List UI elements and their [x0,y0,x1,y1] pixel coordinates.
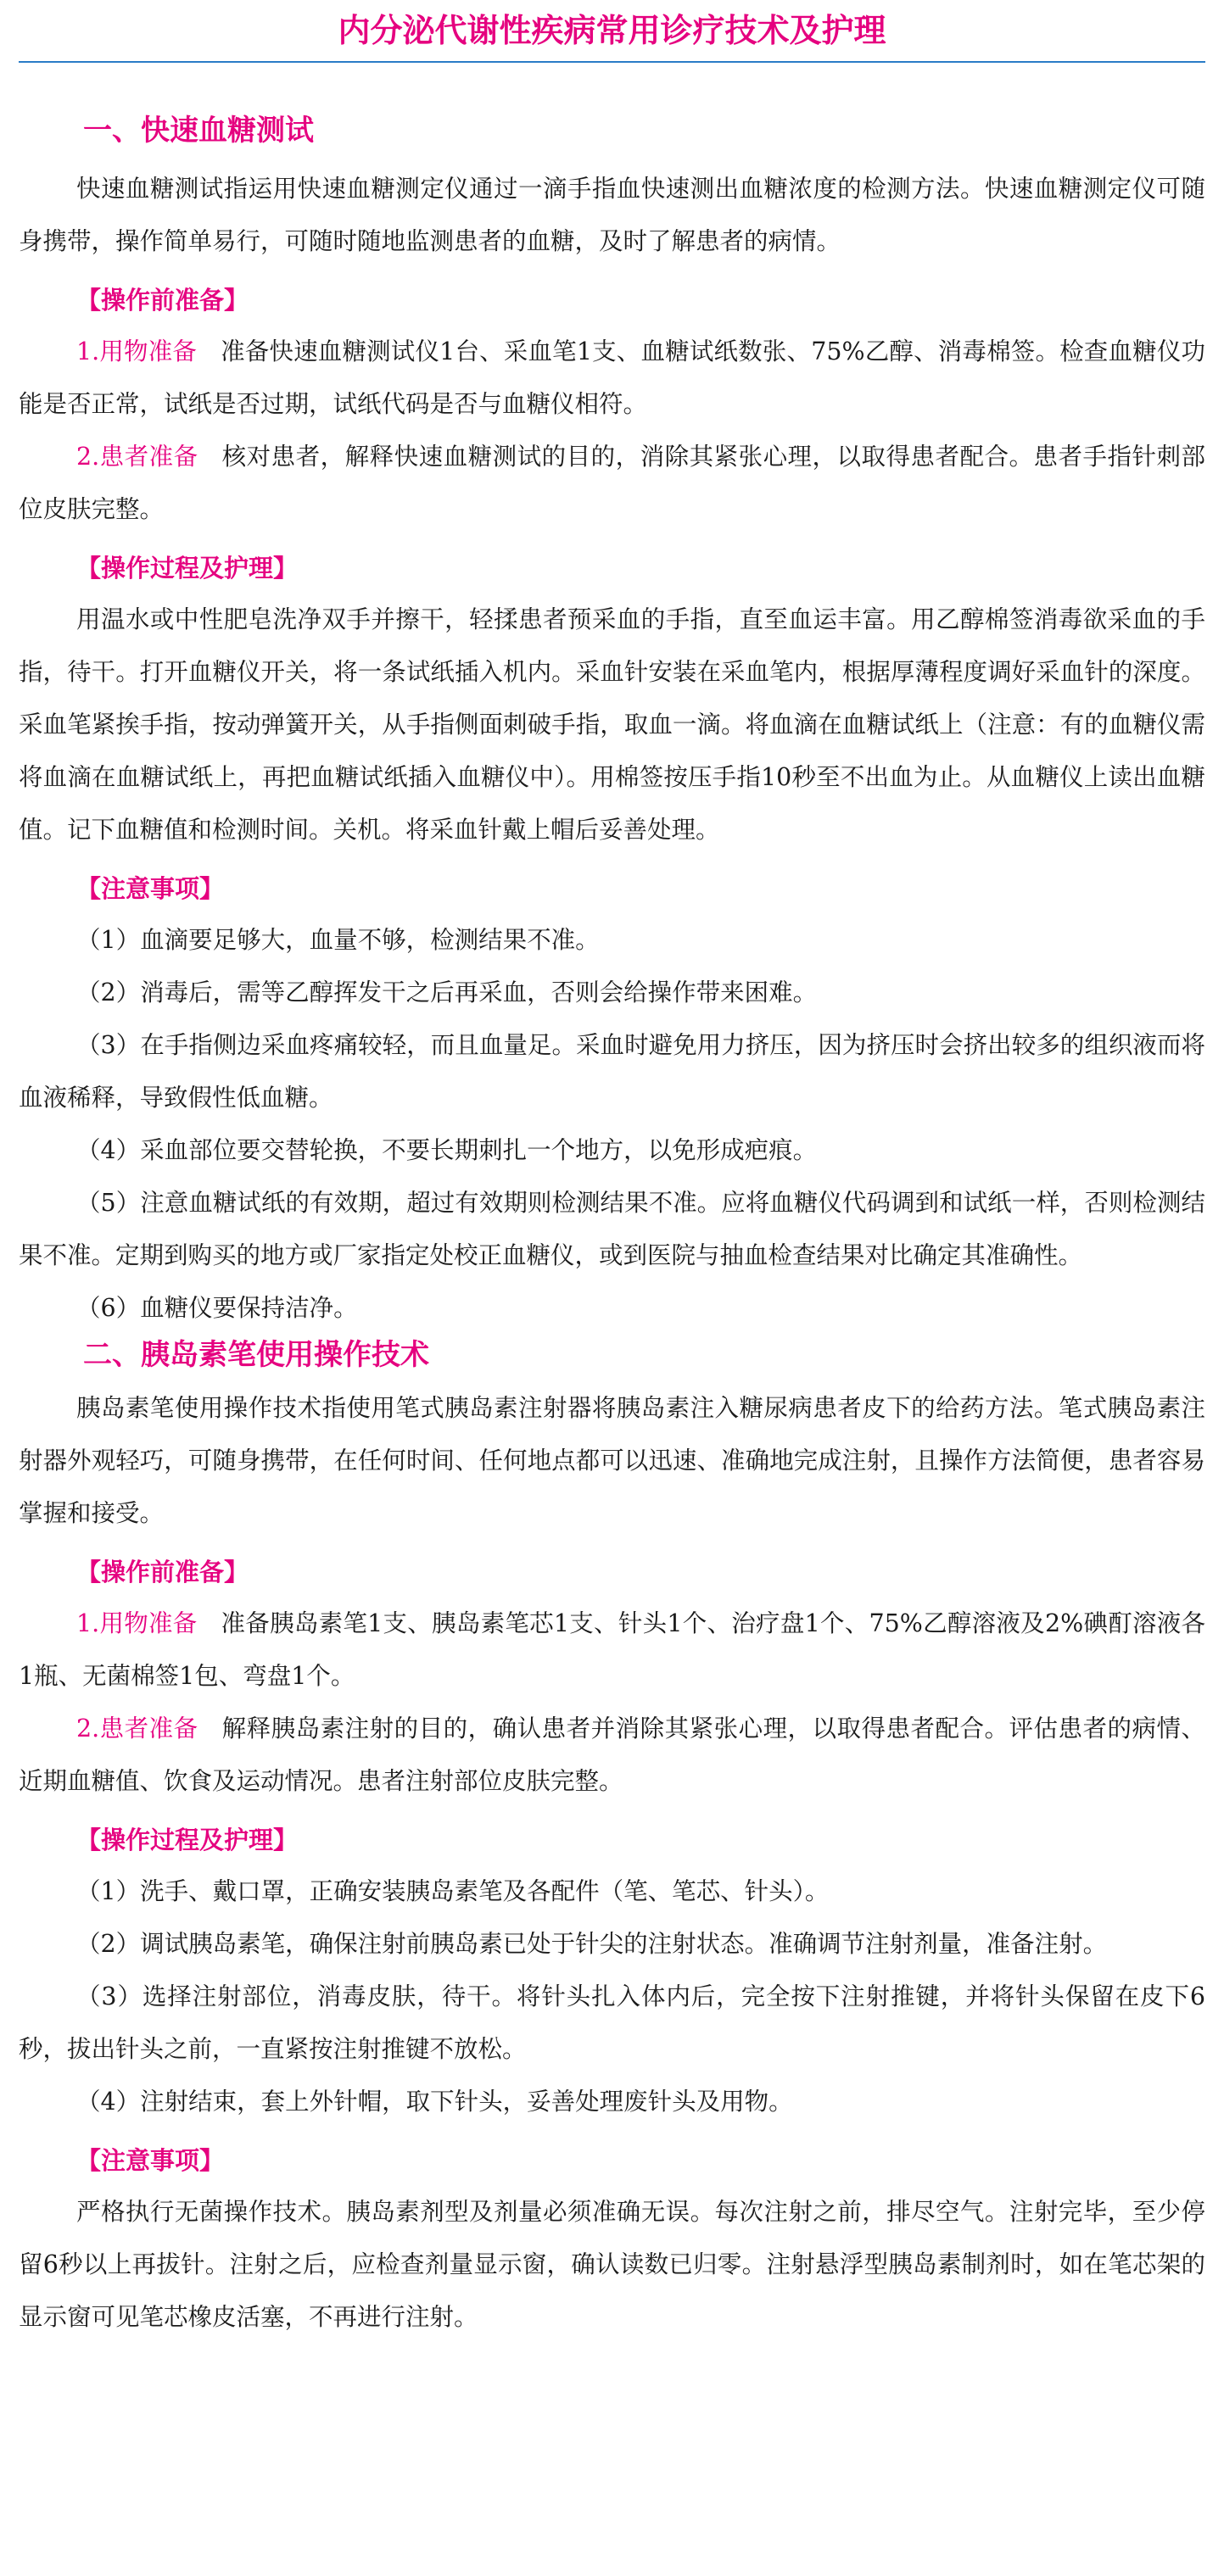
sub-heading-procedure: 【操作过程及护理】 [76,1826,299,1854]
prep-item-text: 解释胰岛素注射的目的，确认患者并消除其紧张心理，以取得患者配合。评估患者的病情、近期血糖值、饮食及运动情况。患者注射部位皮肤完整。 [19,1715,1205,1795]
procedure-step: （3）选择注射部位，消毒皮肤，待干。将针头扎入体内后，完全按下注射推键，并将针头保留在皮下6秒，拔出针头之前，一直紧按注射推键不放松。 [19,1982,1205,2063]
note-item: （6）血糖仪要保持洁净。 [76,1294,358,1322]
prep-item-label: 2.患者准备 [76,1715,198,1742]
prep-item-label: 1.用物准备 [76,337,198,365]
prep-item-label: 2.患者准备 [76,443,198,471]
section-intro: 胰岛素笔使用操作技术指使用笔式胰岛素注射器将胰岛素注入糖尿病患者皮下的给药方法。笔式胰岛素注射器外观轻巧，可随身携带，在任何时间、任何地点都可以迅速、准确地完成注射，且操作方法简便，患者容易掌握和接受。 [19,1394,1205,1527]
document-title: 内分泌代谢性疾病常用诊疗技术及护理 [19,0,1205,63]
note-item: （5）注意血糖试纸的有效期，超过有效期则检测结果不准。应将血糖仪代码调到和试纸一样，否则检测结果不准。定期到购买的地方或厂家指定处校正血糖仪，或到医院与抽血检查结果对比确定其准确性。 [19,1189,1205,1269]
prep-item-text: 准备快速血糖测试仪1台、采血笔1支、血糖试纸数张、75%乙醇、消毒棉签。检查血糖仪功能是否正常，试纸是否过期，试纸代码是否与血糖仪相符。 [19,337,1205,418]
note-item: （2）消毒后，需等乙醇挥发干之后再采血，否则会给操作带来困难。 [76,979,818,1006]
procedure-step: （1）洗手、戴口罩，正确安装胰岛素笔及各配件（笔、笔芯、针头）。 [76,1877,830,1905]
prep-item-text: 核对患者，解释快速血糖测试的目的，消除其紧张心理，以取得患者配合。患者手指针刺部位皮肤完整。 [19,443,1205,523]
section-heading-glucose-test: 一、快速血糖测试 [83,114,314,148]
procedure-step: （2）调试胰岛素笔，确保注射前胰岛素已处于针尖的注射状态。准确调节注射剂量，准备注射。 [76,1930,1108,1958]
section-heading-insulin-pen: 二、胰岛素笔使用操作技术 [83,1338,429,1372]
procedure-step: （4）注射结束，套上外针帽，取下针头，妥善处理废针头及用物。 [76,2088,793,2116]
notes-paragraph: 严格执行无菌操作技术。胰岛素剂型及剂量必须准确无误。每次注射之前，排尽空气。注射完毕，至少停留6秒以上再拔针。注射之后，应检查剂量显示窗，确认读数已归零。注射悬浮型胰岛素制剂时，如在笔芯架的显示窗可见笔芯橡皮活塞，不再进行注射。 [19,2198,1205,2331]
note-item: （4）采血部位要交替轮换，不要长期刺扎一个地方，以免形成疤痕。 [76,1136,818,1164]
sub-heading-procedure: 【操作过程及护理】 [76,554,299,583]
prep-item-patient [19,431,1205,536]
sub-heading-notes: 【注意事项】 [76,874,225,903]
prep-item-text: 准备胰岛素笔1支、胰岛素笔芯1支、针头1个、治疗盘1个、75%乙醇溶液及2%碘酊溶液各1瓶、无菌棉签1包、弯盘1个。 [19,1609,1205,1690]
prep-item-label: 1.用物准备 [76,1609,198,1637]
prep-item-supplies [19,326,1205,431]
section-intro: 快速血糖测试指运用快速血糖测定仪通过一滴手指血快速测出血糖浓度的检测方法。快速血糖测定仪可随身携带，操作简单易行，可随时随地监测患者的血糖，及时了解患者的病情。 [19,175,1205,255]
note-item: （1）血滴要足够大，血量不够，检测结果不准。 [76,926,600,954]
sub-heading-notes: 【注意事项】 [76,2146,225,2175]
note-item: （3）在手指侧边采血疼痛较轻，而且血量足。采血时避免用力挤压，因为挤压时会挤出较多的组织液而将血液稀释，导致假性低血糖。 [19,1031,1205,1112]
prep-item-supplies [19,1597,1205,1703]
sub-heading-preparation: 【操作前准备】 [76,1558,249,1586]
procedure-paragraph: 用温水或中性肥皂洗净双手并擦干，轻揉患者预采血的手指，直至血运丰富。用乙醇棉签消毒欲采血的手指，待干。打开血糖仪开关，将一条试纸插入机内。采血针安装在采血笔内，根据厚薄程度调好采血针的深度。采血笔紧挨手指，按动弹簧开关，从手指侧面刺破手指，取血一滴。将血滴在血糖试纸上（注意：有的血糖仪需将血滴在血糖试纸上，再把血糖试纸插入血糖仪中）。用棉签按压手指10秒至不出血为止。从血糖仪上读出血糖值。记下血糖值和检测时间。关机。将采血针戴上帽后妥善处理。 [19,605,1205,844]
prep-item-patient [19,1703,1205,1808]
sub-heading-preparation: 【操作前准备】 [76,286,249,315]
